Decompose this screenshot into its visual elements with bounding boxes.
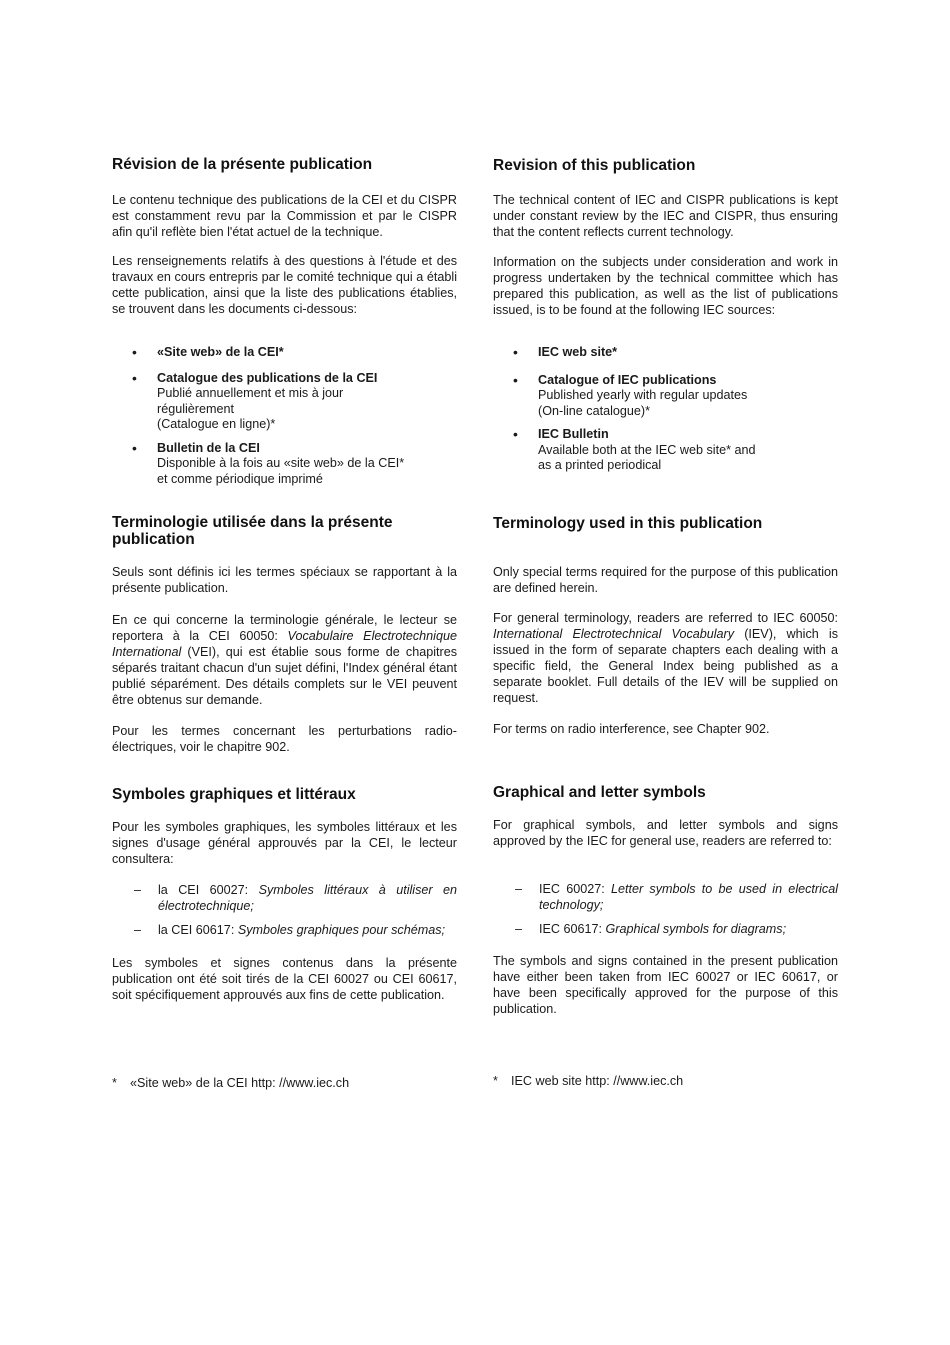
list-item [493,921,838,937]
paragraph [493,610,838,706]
text-run: IEC 60617: [539,922,606,936]
paragraph: Only special terms required for the purpose of this publication are defined herein. [493,565,838,595]
paragraph: Les renseignements relatifs à des questions à l'étude et des travaux en cours entrepris par le comité technique qui a établi cette publication, ainsi que la liste des publications établies, se trouvent dans les documents ci-dessous: [112,254,457,316]
text-run: En ce qui concerne la terminologie générale, le lecteur se reportera à la CEI 60050: [112,613,457,643]
symbols-section [112,786,457,803]
text-run: (IEV), which is issued in the form of separate chapters each dealing with a specific field, the General Index being published as a separate booklet. Full details of the IEV will be supplied on request. [493,627,838,705]
footnote-text: «Site web» de la CEI http: //www.iec.ch [130,1076,350,1090]
symbols-body [493,817,838,849]
paragraph: For terms on radio interference, see Chapter 902. [493,722,770,736]
item-title: «Site web» de la CEI* [157,345,284,359]
item-description: Available both at the IEC web site* and as a printed periodical [538,442,756,472]
publication-title: Graphical symbols for diagrams; [605,922,787,936]
list-item [493,345,838,361]
item-text [517,921,838,937]
terminology-body-3 [112,723,457,755]
revision-section [112,156,457,173]
text-run: IEC 60027: [539,882,611,896]
list-item [112,345,457,361]
bullet-icon: • [513,371,518,388]
paragraph: Les symboles et signes contenus dans la présente publication ont été soit tirés de la CEI 60027 ou CEI 60617, soit spécifiquement approuvés aux fins de cette publication. [112,956,457,1002]
paragraph: Seuls sont définis ici les termes spéciaux se rapportant à la présente publication. [112,565,457,595]
publication-title: International Electrotechnical Vocabulary [493,627,735,641]
item-title: Catalogue des publications de la CEI [157,370,378,385]
list-item [493,373,838,420]
item-title: Bulletin de la CEI [157,440,260,455]
symbols-body-2 [493,953,838,1017]
symbols-body [112,819,457,867]
source-list [493,345,838,482]
dash-icon: – [515,922,523,936]
item-text [136,882,457,914]
asterisk: * [112,1076,117,1090]
footnote [493,1073,838,1089]
paragraph: For graphical symbols, and letter symbols and signs approved by the IEC for general use, readers are referred to: [493,818,838,848]
publication-title: Letter symbols to be used in electrical technology; [539,882,839,912]
item-description: Disponible à la fois au «site web» de la CEI* et comme périodique imprimé [157,456,405,486]
terminology-body-2 [112,612,457,708]
bullet-icon: • [132,439,137,456]
dash-icon: – [134,883,142,897]
terminology-section [493,515,838,532]
section-heading: Terminologie utilisée dans la présente publication [112,514,393,548]
item-title: IEC web site* [538,345,618,359]
footnote [112,1075,457,1091]
symbols-section [493,784,838,801]
symbols-body-2 [112,955,457,1003]
revision-body [112,192,457,240]
item-title: IEC Bulletin [538,427,609,441]
terminology-body [493,564,838,596]
paragraph: Pour les termes concernant les perturbations radio-électriques, voir le chapitre 902. [112,724,457,754]
paragraph: Information on the subjects under consideration and work in progress undertaken by the technical committee which has prepared this publication, as well as the list of publications issued, is to be found at the following IEC sources: [493,255,838,317]
revision-body-2 [493,254,838,318]
list-item [112,922,457,938]
list-item [493,881,838,913]
terminology-section [112,514,457,548]
revision-body-2 [112,253,457,317]
item-title: Catalogue of IEC publications [538,372,717,387]
text-run: la CEI 60027: [158,883,259,897]
footnote-text: IEC web site http: //www.iec.ch [511,1074,684,1088]
dash-icon: – [515,882,523,896]
list-item [112,441,457,488]
publication-title: Symboles graphiques pour schémas; [237,923,446,937]
symbols-list [112,882,457,946]
bullet-icon: • [513,344,518,360]
paragraph: The symbols and signs contained in the present publication have either been taken from IEC 60027 or IEC 60617, or have been specifically approved for the purpose of this publication. [493,954,838,1016]
section-heading: Symboles graphiques et littéraux [112,786,356,803]
terminology-body [112,564,457,596]
source-list [112,345,457,495]
section-heading: Graphical and letter symbols [493,784,706,801]
bullet-icon: • [132,344,137,360]
item-text [136,922,457,938]
paragraph [112,612,457,708]
symbols-list [493,881,838,945]
list-item [112,371,457,433]
text-run: (VEI), qui est établie sous forme de chapitres séparés traitant chacun d'un sujet défini, l'Index général étant publié séparément. Des détails complets sur le VEI peuvent être obtenus sur demande. [112,645,457,707]
text-run: la CEI 60617: [158,923,238,937]
paragraph: Le contenu technique des publications de la CEI et du CISPR est constamment revu par la Commission et par le CISPR afin qu'il reflète bien l'état actuel de la technique. [112,193,457,239]
revision-body [493,192,838,240]
item-description: Publié annuellement et mis à jour régulièrement (Catalogue en ligne)* [157,386,344,431]
section-heading: Revision of this publication [493,157,696,174]
list-item [493,427,838,474]
item-description: Published yearly with regular updates (On-line catalogue)* [538,388,748,418]
list-item [112,882,457,914]
text-run: For general terminology, readers are referred to IEC 60050: [493,611,838,625]
bullet-icon: • [513,426,518,442]
publication-title: Symboles littéraux à utiliser en électrotechnique; [158,883,458,913]
paragraph: The technical content of IEC and CISPR publications is kept under constant review by the IEC and CISPR, thus ensuring that the content reflects current technology. [493,193,838,239]
publication-title: Vocabulaire Electrotechnique International [112,629,457,659]
bullet-icon: • [132,369,137,386]
terminology-body-3 [493,721,838,737]
dash-icon: – [134,923,142,937]
paragraph: Pour les symboles graphiques, les symboles littéraux et les signes d'usage général approuvés par la CEI, le lecteur consultera: [112,820,457,866]
revision-section [493,157,838,174]
terminology-body-2 [493,610,838,706]
section-heading: Terminology used in this publication [493,515,763,532]
asterisk: * [493,1074,498,1088]
section-heading: Révision de la présente publication [112,156,373,173]
item-text [517,881,838,913]
